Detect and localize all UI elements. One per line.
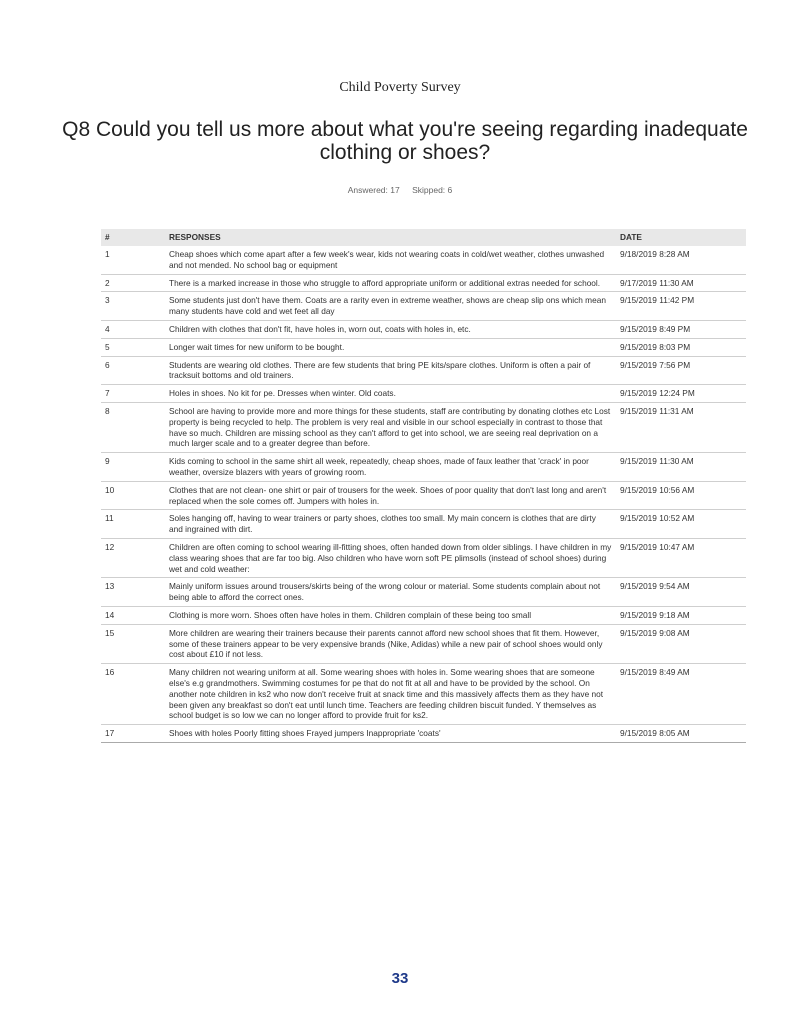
row-number: 17	[101, 725, 165, 743]
row-number: 13	[101, 578, 165, 607]
row-number: 5	[101, 338, 165, 356]
row-date: 9/15/2019 11:31 AM	[616, 402, 746, 452]
row-response: Holes in shoes. No kit for pe. Dresses when winter. Old coats.	[165, 385, 616, 403]
row-number: 10	[101, 481, 165, 510]
row-number: 4	[101, 320, 165, 338]
row-number: 8	[101, 402, 165, 452]
table-row	[101, 453, 746, 482]
row-response: Children are often coming to school wearing ill-fitting shoes, often handed down from older siblings. I have children in my class wearing shoes that are far too big. Also children who have worn soft PE plimsolls (instead of school shoes) during wet and cold weather:	[165, 538, 616, 577]
table-row	[101, 402, 746, 452]
row-response: Cheap shoes which come apart after a few week's wear, kids not wearing coats in cold/wet weather, clothes unwashed and not mended. No school bag or equipment	[165, 246, 616, 274]
table-row	[101, 385, 746, 403]
row-date: 9/18/2019 8:28 AM	[616, 246, 746, 274]
table-row	[101, 292, 746, 321]
row-date: 9/15/2019 8:05 AM	[616, 725, 746, 743]
row-date: 9/15/2019 11:42 PM	[616, 292, 746, 321]
row-date: 9/17/2019 11:30 AM	[616, 274, 746, 292]
row-number: 1	[101, 246, 165, 274]
row-response: Soles hanging off, having to wear trainers or party shoes, clothes too small. My main concern is clothes that are dirty and ingrained with dirt.	[165, 510, 616, 539]
response-stats	[0, 185, 800, 195]
row-response: Students are wearing old clothes. There are few students that bring PE kits/spare clothes. Uniform is often a pair of tracksuit bottoms and old trainers.	[165, 356, 616, 385]
row-date: 9/15/2019 10:56 AM	[616, 481, 746, 510]
row-response: Longer wait times for new uniform to be bought.	[165, 338, 616, 356]
row-number: 2	[101, 274, 165, 292]
table-row	[101, 274, 746, 292]
header-responses: RESPONSES	[165, 229, 616, 246]
table-row	[101, 320, 746, 338]
row-date: 9/15/2019 8:03 PM	[616, 338, 746, 356]
row-date: 9/15/2019 9:18 AM	[616, 606, 746, 624]
header-date: DATE	[616, 229, 746, 246]
table-row	[101, 338, 746, 356]
question-heading: Q8 Could you tell us more about what you're seeing regarding inadequate clothing or shoes?	[62, 118, 748, 164]
row-response: Mainly uniform issues around trousers/skirts being of the wrong colour or material. Some students complain about not being able to afford the correct ones.	[165, 578, 616, 607]
table-row	[101, 664, 746, 725]
row-date: 9/15/2019 8:49 PM	[616, 320, 746, 338]
row-number: 12	[101, 538, 165, 577]
row-number: 16	[101, 664, 165, 725]
table-row	[101, 538, 746, 577]
row-number: 14	[101, 606, 165, 624]
table-row	[101, 578, 746, 607]
table-row	[101, 725, 746, 743]
header-number: #	[101, 229, 165, 246]
row-number: 9	[101, 453, 165, 482]
row-number: 7	[101, 385, 165, 403]
row-number: 15	[101, 624, 165, 663]
row-date: 9/15/2019 9:08 AM	[616, 624, 746, 663]
table-header-row	[101, 229, 746, 246]
row-date: 9/15/2019 11:30 AM	[616, 453, 746, 482]
responses-table	[101, 229, 746, 743]
row-response: Children with clothes that don't fit, have holes in, worn out, coats with holes in, etc.	[165, 320, 616, 338]
table-row	[101, 356, 746, 385]
skipped-count: Skipped: 6	[412, 185, 453, 195]
row-number: 3	[101, 292, 165, 321]
document-title: Child Poverty Survey	[339, 80, 461, 95]
row-date: 9/15/2019 10:47 AM	[616, 538, 746, 577]
table-row	[101, 606, 746, 624]
row-date: 9/15/2019 10:52 AM	[616, 510, 746, 539]
table-row	[101, 481, 746, 510]
page-number: 33	[391, 970, 409, 987]
table-row	[101, 246, 746, 274]
row-response: Clothing is more worn. Shoes often have holes in them. Children complain of these being too small	[165, 606, 616, 624]
row-response: Shoes with holes Poorly fitting shoes Frayed jumpers Inappropriate 'coats'	[165, 725, 616, 743]
row-number: 6	[101, 356, 165, 385]
row-response: More children are wearing their trainers because their parents cannot afford new school shoes that fit them. However, some of these trainers appear to be very expensive brands (Nike, Adidas) while a new pair of school shoes would only cost about £10 if not less.	[165, 624, 616, 663]
row-response: Some students just don't have them. Coats are a rarity even in extreme weather, shows are cheap slip ons which mean many students have cold and wet feet all day	[165, 292, 616, 321]
answered-count: Answered: 17	[347, 185, 400, 195]
row-response: Many children not wearing uniform at all. Some wearing shoes with holes in. Some wearing shoes that are someone else's e.g grandmothers. Swimming costumes for pe that do not fit at all and have to be provided by the school. On another note children in ks2 who now don't receive fruit at snack time and this massively affects them as they have not been given any breakfast so don't eat until lunch time. Teachers are feeding children biscuit funded. Y themselves as school budget is so low we can no longer afford to provide fruit for ks2.	[165, 664, 616, 725]
row-response: Clothes that are not clean- one shirt or pair of trousers for the week. Shoes of poor quality that don't last long and aren't replaced when the sole comes off. Jumpers with holes in.	[165, 481, 616, 510]
row-date: 9/15/2019 8:49 AM	[616, 664, 746, 725]
row-response: There is a marked increase in those who struggle to afford appropriate uniform or additional extras needed for school.	[165, 274, 616, 292]
row-date: 9/15/2019 9:54 AM	[616, 578, 746, 607]
row-response: Kids coming to school in the same shirt all week, repeatedly, cheap shoes, made of faux leather that 'crack' in poor weather, oversize blazers with years of growing room.	[165, 453, 616, 482]
row-number: 11	[101, 510, 165, 539]
table-row	[101, 510, 746, 539]
table-row	[101, 624, 746, 663]
row-date: 9/15/2019 7:56 PM	[616, 356, 746, 385]
row-response: School are having to provide more and more things for these students, staff are contributing by donating clothes etc Lost property is being recycled to help. The problem is very real and visible in our school especially in contrast to those that have so much. Children are missing school as they can't afford to get into school, we are seeing real deprivation on a much larger scale and to a greater degree than before.	[165, 402, 616, 452]
row-date: 9/15/2019 12:24 PM	[616, 385, 746, 403]
